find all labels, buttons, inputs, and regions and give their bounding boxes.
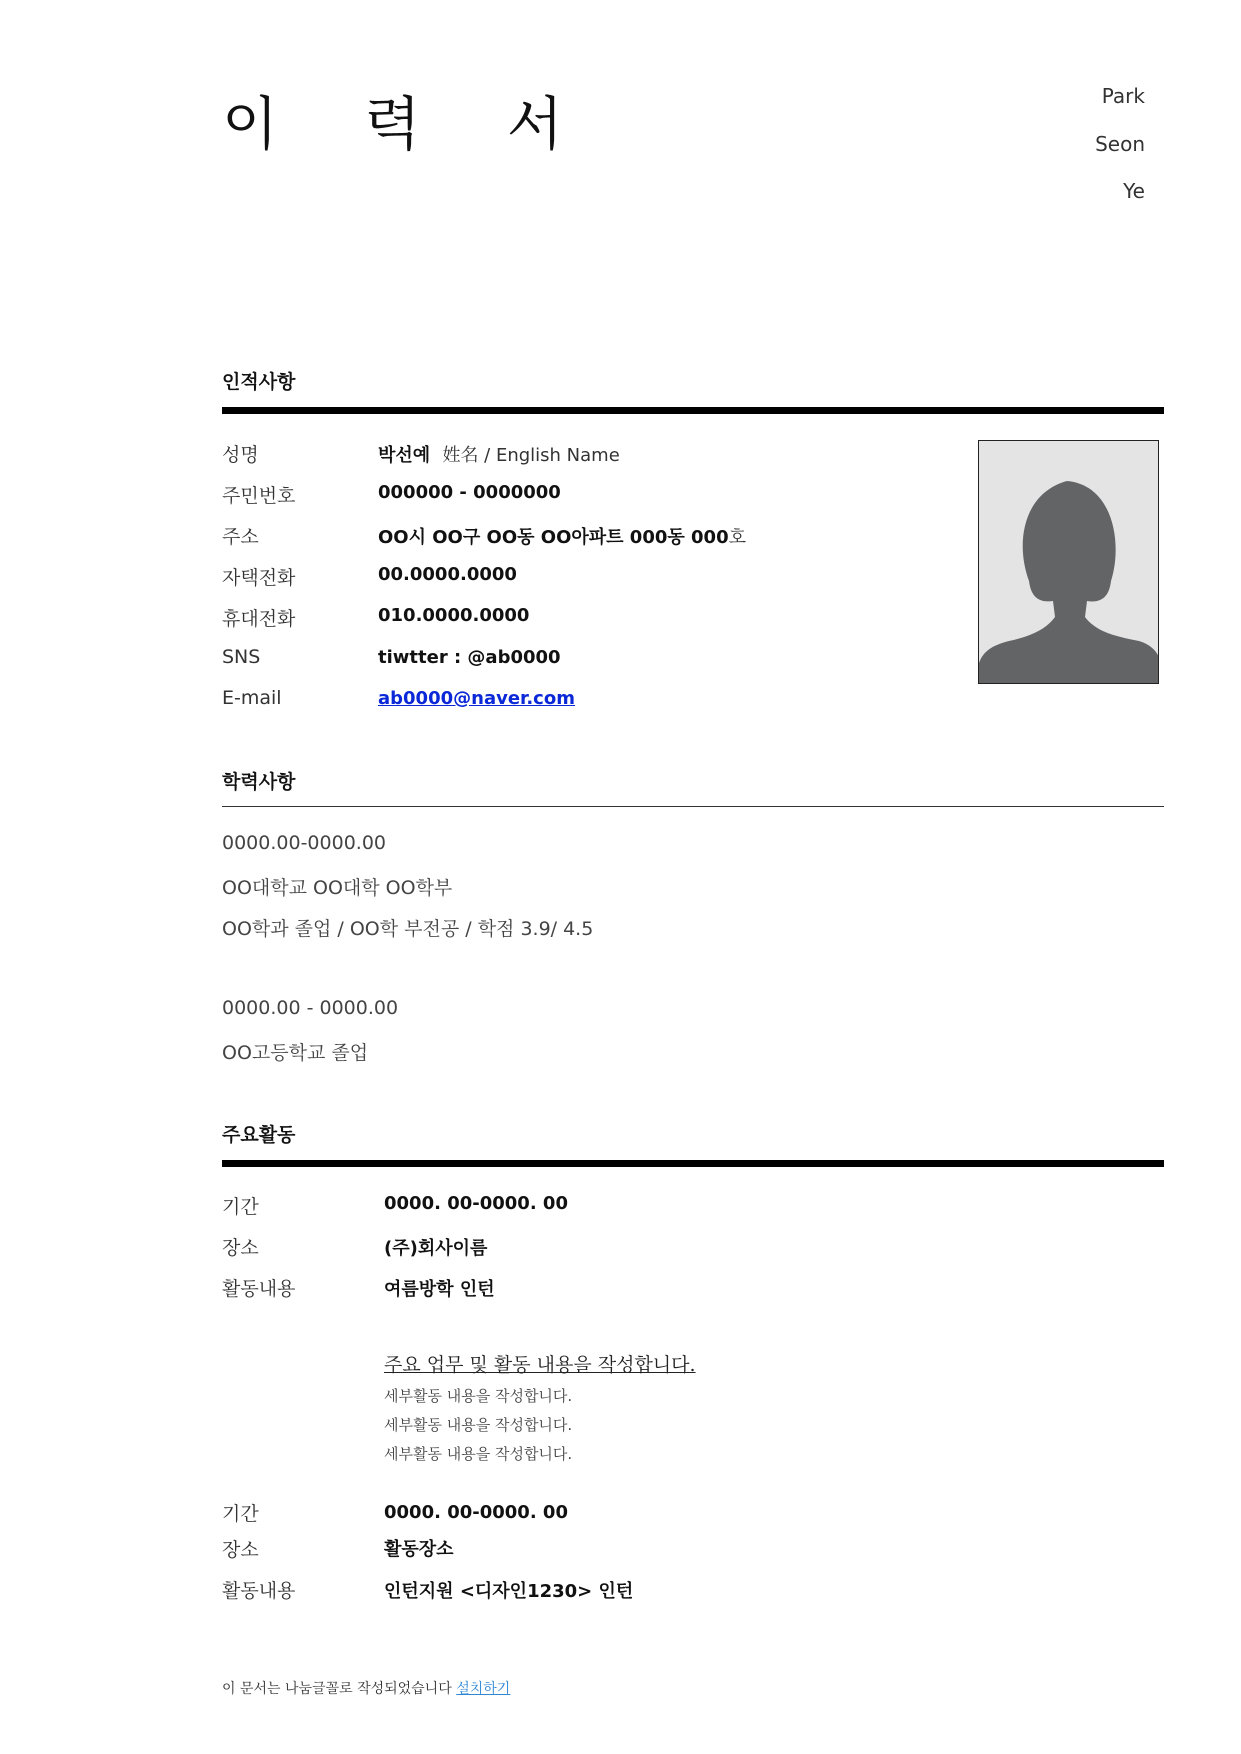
label-place: 장소 [222, 1539, 259, 1561]
task-detail: 세부활동 내용을 작성합니다. [384, 1416, 573, 1434]
profile-photo [978, 440, 1159, 684]
value-name [378, 441, 620, 467]
name-line-1: Park [1101, 84, 1145, 108]
label-email: E-mail [222, 687, 282, 709]
person-silhouette-icon [979, 441, 1159, 684]
value-address [378, 523, 746, 549]
value-place: 활동장소 [384, 1539, 454, 1560]
value-activity-content: 여름방학 인턴 [384, 1279, 495, 1300]
install-font-link[interactable]: 설치하기 [456, 1681, 511, 1697]
name-extra: 姓名 / English Name [442, 445, 620, 466]
section-title-activities: 주요활동 [222, 1124, 296, 1146]
task-detail: 세부활동 내용을 작성합니다. [384, 1387, 573, 1405]
label-period: 기간 [222, 1196, 259, 1218]
edu-highschool-period: 0000.00 - 0000.00 [222, 997, 399, 1019]
section-divider [222, 407, 1164, 414]
edu-university-period: 0000.00-0000.00 [222, 832, 386, 854]
label-home-phone: 자택전화 [222, 567, 296, 589]
value-mobile-phone: 010.0000.0000 [378, 605, 530, 626]
section-title-education: 학력사항 [222, 771, 296, 793]
edu-highschool-name: OO고등학교 졸업 [222, 1042, 369, 1064]
value-resident-number: 000000 - 0000000 [378, 482, 561, 503]
name-line-3: Ye [1123, 179, 1145, 203]
label-activity-content: 활동내용 [222, 1278, 296, 1300]
label-address: 주소 [222, 526, 259, 548]
edu-university-name: OO대학교 OO대학 OO학부 [222, 877, 453, 899]
label-activity-content: 활동내용 [222, 1580, 296, 1602]
label-place: 장소 [222, 1237, 259, 1259]
label-sns: SNS [222, 646, 261, 668]
label-period: 기간 [222, 1503, 259, 1525]
name-korean: 박선예 [378, 445, 431, 466]
edu-university-major: OO학과 졸업 / OO학 부전공 / 학점 3.9/ 4.5 [222, 918, 594, 940]
email-link[interactable]: ab0000@naver.com [378, 688, 575, 709]
value-home-phone: 00.0000.0000 [378, 564, 517, 585]
task-detail: 세부활동 내용을 작성합니다. [384, 1445, 573, 1463]
name-line-2: Seon [1095, 132, 1145, 156]
label-mobile-phone: 휴대전화 [222, 608, 296, 630]
value-place: (주)회사이름 [384, 1238, 488, 1259]
value-email [378, 688, 575, 709]
section-divider [222, 1160, 1164, 1167]
value-period: 0000. 00-0000. 00 [384, 1193, 568, 1214]
footer-note [222, 1678, 510, 1698]
section-title-personal: 인적사항 [222, 371, 296, 393]
section-divider [222, 806, 1164, 807]
task-title: 주요 업무 및 활동 내용을 작성합니다. [384, 1354, 696, 1376]
label-name: 성명 [222, 444, 259, 466]
address-suffix: 호 [728, 527, 746, 548]
value-period: 0000. 00-0000. 00 [384, 1502, 568, 1523]
value-activity-content: 인턴지원 <디자인1230> 인턴 [384, 1581, 634, 1602]
value-sns: tiwtter : @ab0000 [378, 647, 561, 668]
address-main: OO시 OO구 OO동 OO아파트 000동 000 [378, 527, 729, 548]
label-resident-number: 주민번호 [222, 485, 296, 507]
document-title: 이 력 서 [222, 90, 597, 158]
footer-text: 이 문서는 나눔글꼴로 작성되었습니다 [222, 1681, 452, 1697]
